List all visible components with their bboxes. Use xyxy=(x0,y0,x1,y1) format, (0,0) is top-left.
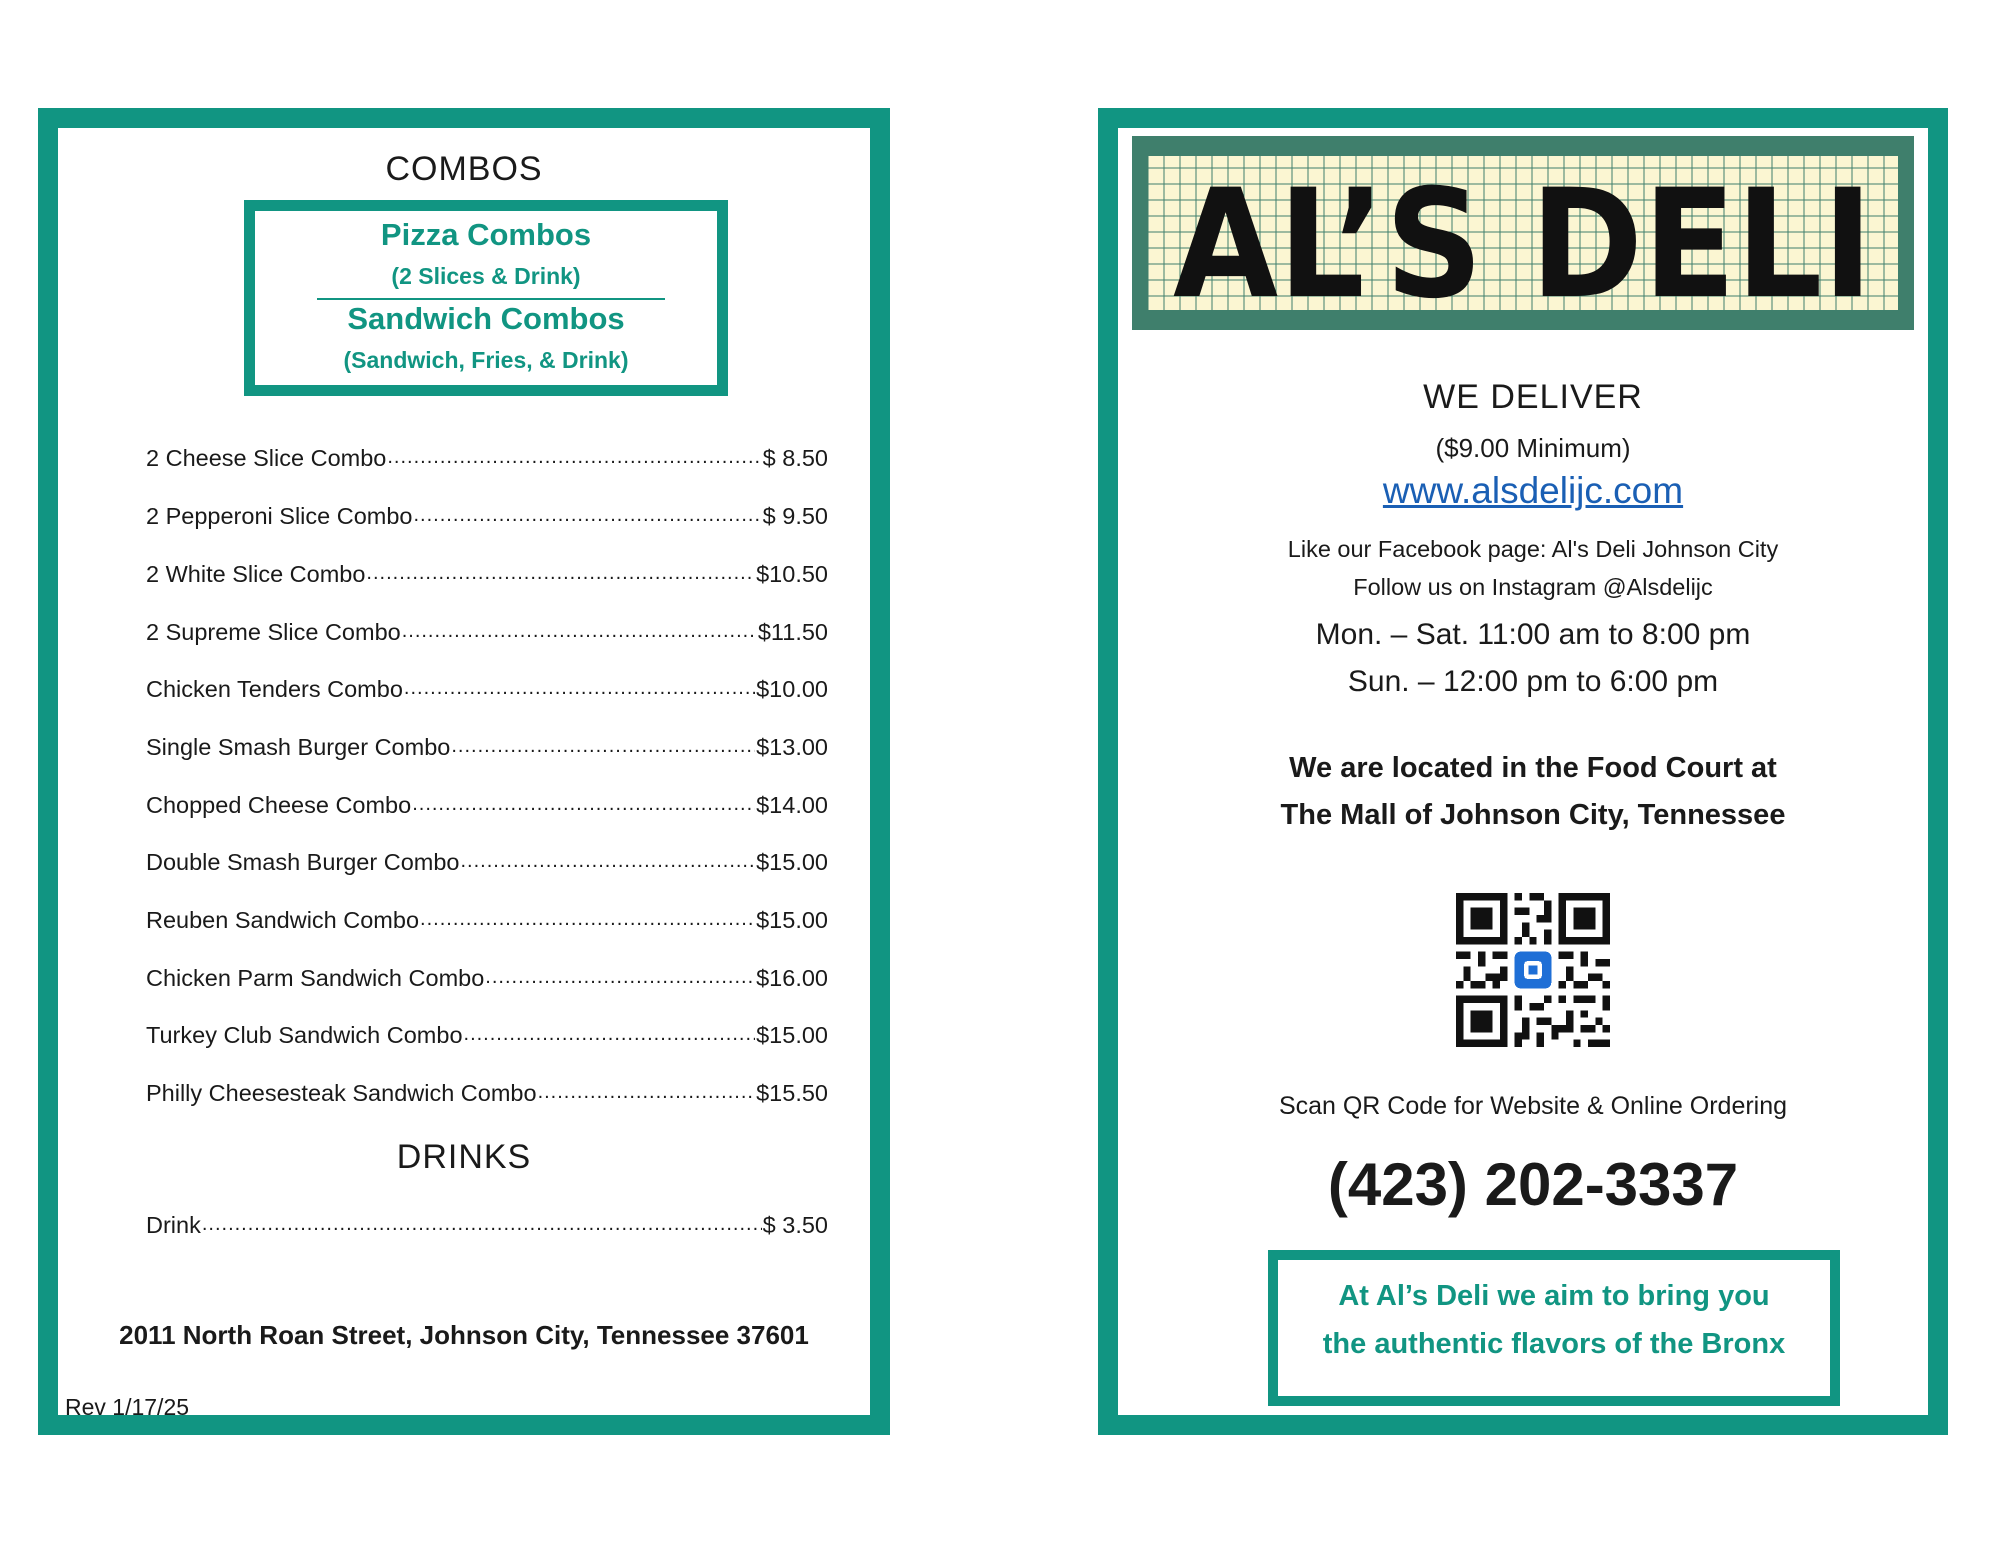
menu-item xyxy=(146,667,828,703)
dot-leader xyxy=(485,966,755,989)
dot-leader xyxy=(414,504,762,527)
website-link[interactable]: www.alsdelijc.com xyxy=(1382,470,1684,511)
menu-item-name: Double Smash Burger Combo xyxy=(146,849,460,875)
dot-leader xyxy=(412,793,755,816)
location-line-2: The Mall of Johnson City, Tennessee xyxy=(1280,799,1786,831)
dot-leader xyxy=(420,908,755,931)
sandwich-combos-title: Sandwich Combos xyxy=(347,301,625,336)
pizza-combos-title: Pizza Combos xyxy=(380,217,592,252)
menu-item xyxy=(146,725,828,761)
drink-item xyxy=(146,1203,828,1239)
location-line-1: We are located in the Food Court at xyxy=(1289,752,1777,784)
hours-sunday: Sun. – 12:00 pm to 6:00 pm xyxy=(1347,665,1719,698)
dot-leader xyxy=(202,1213,762,1236)
logo-text: AL’S DELI xyxy=(1173,158,1873,330)
revision-date: Rev 1/17/25 xyxy=(65,1394,190,1420)
menu-item xyxy=(146,610,828,646)
menu-item xyxy=(146,1013,828,1049)
instagram-text: Follow us on Instagram @Alsdelijc xyxy=(1353,574,1713,600)
menu-item-price: $15.00 xyxy=(756,907,828,933)
menu-item-price: $ 3.50 xyxy=(762,1212,828,1238)
menu-item-price: $14.00 xyxy=(756,792,828,818)
sandwich-combos-subtitle: (Sandwich, Fries, & Drink) xyxy=(343,347,629,373)
menu-item-price: $11.50 xyxy=(757,619,828,645)
menu-item-price: $15.00 xyxy=(756,849,828,875)
menu-item-name: 2 Cheese Slice Combo xyxy=(146,445,387,471)
menu-item-name: 2 Pepperoni Slice Combo xyxy=(146,503,413,529)
menu-item-name: Single Smash Burger Combo xyxy=(146,734,451,760)
dot-leader xyxy=(464,1023,756,1046)
dot-leader xyxy=(387,446,761,469)
pizza-combos-subtitle: (2 Slices & Drink) xyxy=(391,263,581,289)
info-panel xyxy=(1098,108,1948,1435)
delivery-minimum: ($9.00 Minimum) xyxy=(1435,433,1631,463)
menu-item xyxy=(146,1071,828,1107)
menu-item xyxy=(146,783,828,819)
menu-item-name: Reuben Sandwich Combo xyxy=(146,907,420,933)
menu-item-name: Turkey Club Sandwich Combo xyxy=(146,1022,463,1048)
store-address: 2011 North Roan Street, Johnson City, Tennessee 37601 xyxy=(119,1320,809,1350)
menu-item-price: $15.00 xyxy=(756,1022,828,1048)
qr-code[interactable] xyxy=(1456,893,1610,1047)
facebook-text: Like our Facebook page: Al's Deli Johnson City xyxy=(1287,536,1779,562)
menu-item-name: Chicken Tenders Combo xyxy=(146,676,403,702)
tagline-box xyxy=(1268,1250,1840,1406)
dot-leader xyxy=(404,677,755,700)
combos-menu-panel xyxy=(38,108,890,1435)
menu-item-price: $ 8.50 xyxy=(762,445,828,471)
menu-item-price: $15.50 xyxy=(756,1080,828,1106)
drinks-heading: DRINKS xyxy=(396,1138,532,1176)
menu-item xyxy=(146,898,828,934)
dot-leader xyxy=(451,735,755,758)
menu-item-name: Chicken Parm Sandwich Combo xyxy=(146,965,485,991)
tagline-line-1: At Al’s Deli we aim to bring you xyxy=(1338,1280,1770,1312)
phone-number[interactable]: (423) 202-3337 xyxy=(1327,1151,1739,1218)
delivery-heading: WE DELIVER xyxy=(1423,378,1643,416)
menu-item xyxy=(146,436,828,472)
menu-item xyxy=(146,552,828,588)
menu-item-name: Drink xyxy=(146,1212,201,1238)
tagline-line-2: the authentic flavors of the Bronx xyxy=(1322,1328,1786,1360)
menu-item xyxy=(146,494,828,530)
menu-item xyxy=(146,840,828,876)
qr-caption: Scan QR Code for Website & Online Ordering xyxy=(1278,1092,1788,1120)
dot-leader xyxy=(461,850,756,873)
dot-leader xyxy=(538,1081,756,1104)
combo-box-divider xyxy=(317,298,665,300)
combos-heading: COMBOS xyxy=(385,150,543,188)
menu-item-name: Chopped Cheese Combo xyxy=(146,792,412,818)
menu-item-price: $ 9.50 xyxy=(762,503,828,529)
menu-item xyxy=(146,956,828,992)
menu-item-price: $10.50 xyxy=(756,561,828,587)
dot-leader xyxy=(366,562,755,585)
hours-weekday: Mon. – Sat. 11:00 am to 8:00 pm xyxy=(1315,618,1751,651)
combo-info-box xyxy=(244,200,728,396)
menu-item-price: $16.00 xyxy=(756,965,828,991)
dot-leader xyxy=(402,620,757,643)
menu-item-name: 2 White Slice Combo xyxy=(146,561,366,587)
menu-item-price: $13.00 xyxy=(756,734,828,760)
menu-item-name: 2 Supreme Slice Combo xyxy=(146,619,401,645)
menu-item-name: Philly Cheesesteak Sandwich Combo xyxy=(146,1080,537,1106)
als-deli-logo xyxy=(1132,136,1914,330)
menu-item-price: $10.00 xyxy=(756,676,828,702)
